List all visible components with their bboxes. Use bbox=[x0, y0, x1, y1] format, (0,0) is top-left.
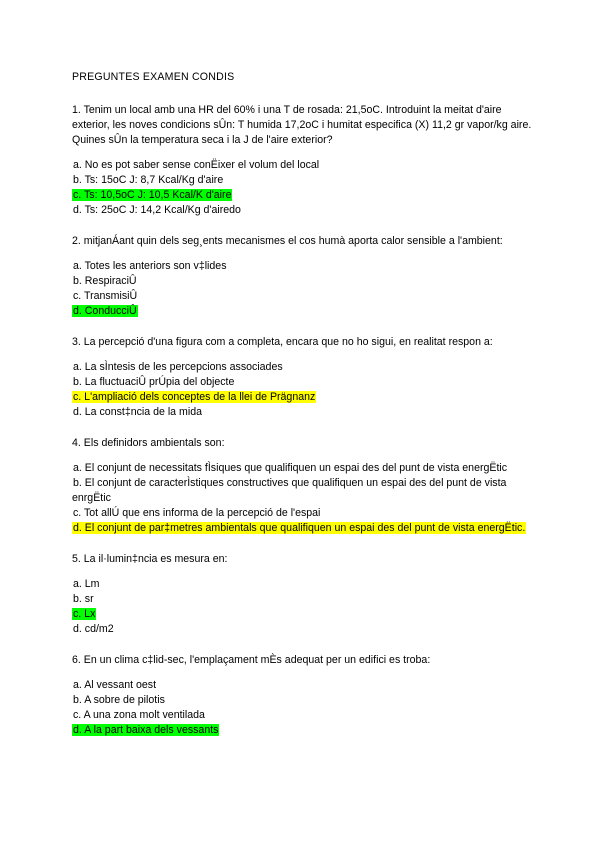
option-a bbox=[72, 577, 542, 592]
option-text: a. Totes les anteriors son v‡lides bbox=[73, 260, 227, 272]
question-stem: 6. En un clima c‡lid-sec, l'emplaçament mÈs adequat per un edifici es troba: bbox=[72, 654, 431, 666]
option-b bbox=[72, 476, 542, 506]
option-text: c. Tot allÚ que ens informa de la percepció de l'espai bbox=[73, 507, 321, 519]
option-b bbox=[72, 693, 542, 708]
option-text: d. La const‡ncia de la mida bbox=[73, 406, 202, 418]
option-text-highlighted: c. L'ampliació dels conceptes de la llei de Prägnanz bbox=[73, 391, 316, 403]
option-b bbox=[72, 375, 542, 390]
option-text: a. No es pot saber sense conËixer el volum del local bbox=[73, 159, 320, 171]
option-text: c. A una zona molt ventilada bbox=[73, 709, 205, 721]
option-text-highlighted: c. Ts: 10,5oC J: 10,5 Kcal/K d'aire bbox=[73, 189, 232, 201]
option-d bbox=[72, 521, 542, 536]
option-d bbox=[72, 622, 542, 637]
question-1 bbox=[72, 103, 542, 218]
option-text: b. El conjunt de caracterÌstiques constructives que qualifiquen un espai des del punt de vista enrgËtic bbox=[72, 477, 507, 504]
question-stem: 3. La percepció d'una figura com a completa, encara que no ho sigui, en realitat respon a: bbox=[72, 336, 493, 348]
question-4 bbox=[72, 436, 542, 536]
question-5 bbox=[72, 552, 542, 637]
option-b bbox=[72, 592, 542, 607]
option-text: a. El conjunt de necessitats fÌsiques que qualifiquen un espai des del punt de vista energËtic bbox=[73, 462, 508, 474]
question-stem: 5. La il·lumin‡ncia es mesura en: bbox=[72, 553, 228, 565]
option-text: c. TransmisiÛ bbox=[73, 290, 138, 302]
option-c bbox=[72, 390, 542, 405]
question-2 bbox=[72, 234, 542, 319]
document-page bbox=[72, 70, 542, 754]
option-c bbox=[72, 289, 542, 304]
option-text: b. sr bbox=[73, 593, 94, 605]
option-d bbox=[72, 304, 542, 319]
option-a bbox=[72, 360, 542, 375]
option-a bbox=[72, 678, 542, 693]
option-c bbox=[72, 708, 542, 723]
option-text: a. Lm bbox=[73, 578, 100, 590]
option-text-highlighted: d. A la part baixa dels vessants bbox=[73, 724, 219, 736]
option-c bbox=[72, 506, 542, 521]
option-text: a. La sÌntesis de les percepcions associades bbox=[73, 361, 283, 373]
option-b bbox=[72, 274, 542, 289]
question-stem: 1. Tenim un local amb una HR del 60% i una T de rosada: 21,5oC. Introduint la meitat d'aire exterior, les noves condicions sÛn: T humida 17,2oC i humitat especifica (X) 11,2 gr vapor/kg aire. Quines sÛn la temperatura seca i la J de l'aire exterior? bbox=[72, 104, 532, 146]
option-text-highlighted: d. El conjunt de par‡metres ambientals que qualifiquen un espai des del punt de vista energËtic. bbox=[73, 522, 526, 534]
option-text: b. A sobre de pilotis bbox=[73, 694, 165, 706]
option-text: a. Al vessant oest bbox=[73, 679, 157, 691]
option-text: b. RespiraciÛ bbox=[73, 275, 137, 287]
option-c bbox=[72, 188, 542, 203]
option-text: d. cd/m2 bbox=[73, 623, 114, 635]
option-text-highlighted: c. Lx bbox=[73, 608, 96, 620]
option-d bbox=[72, 723, 542, 738]
option-text-highlighted: d. ConducciÛ bbox=[73, 305, 137, 317]
option-text: b. Ts: 15oC J: 8,7 Kcal/Kg d'aire bbox=[73, 174, 224, 186]
option-a bbox=[72, 158, 542, 173]
option-d bbox=[72, 203, 542, 218]
option-text: b. La fluctuaciÛ prÚpia del objecte bbox=[73, 376, 235, 388]
option-c bbox=[72, 607, 542, 622]
question-stem: 4. Els definidors ambientals son: bbox=[72, 437, 225, 449]
question-stem: 2. mitjanÁant quin dels seg¸ents mecanismes el cos humà aporta calor sensible a l'ambient: bbox=[72, 235, 503, 247]
option-a bbox=[72, 259, 542, 274]
option-b bbox=[72, 173, 542, 188]
option-a bbox=[72, 461, 542, 476]
option-text: d. Ts: 25oC J: 14,2 Kcal/Kg d'airedo bbox=[73, 204, 241, 216]
question-6 bbox=[72, 653, 542, 738]
document-title: PREGUNTES EXAMEN CONDIS bbox=[72, 71, 235, 83]
option-d bbox=[72, 405, 542, 420]
question-3 bbox=[72, 335, 542, 420]
